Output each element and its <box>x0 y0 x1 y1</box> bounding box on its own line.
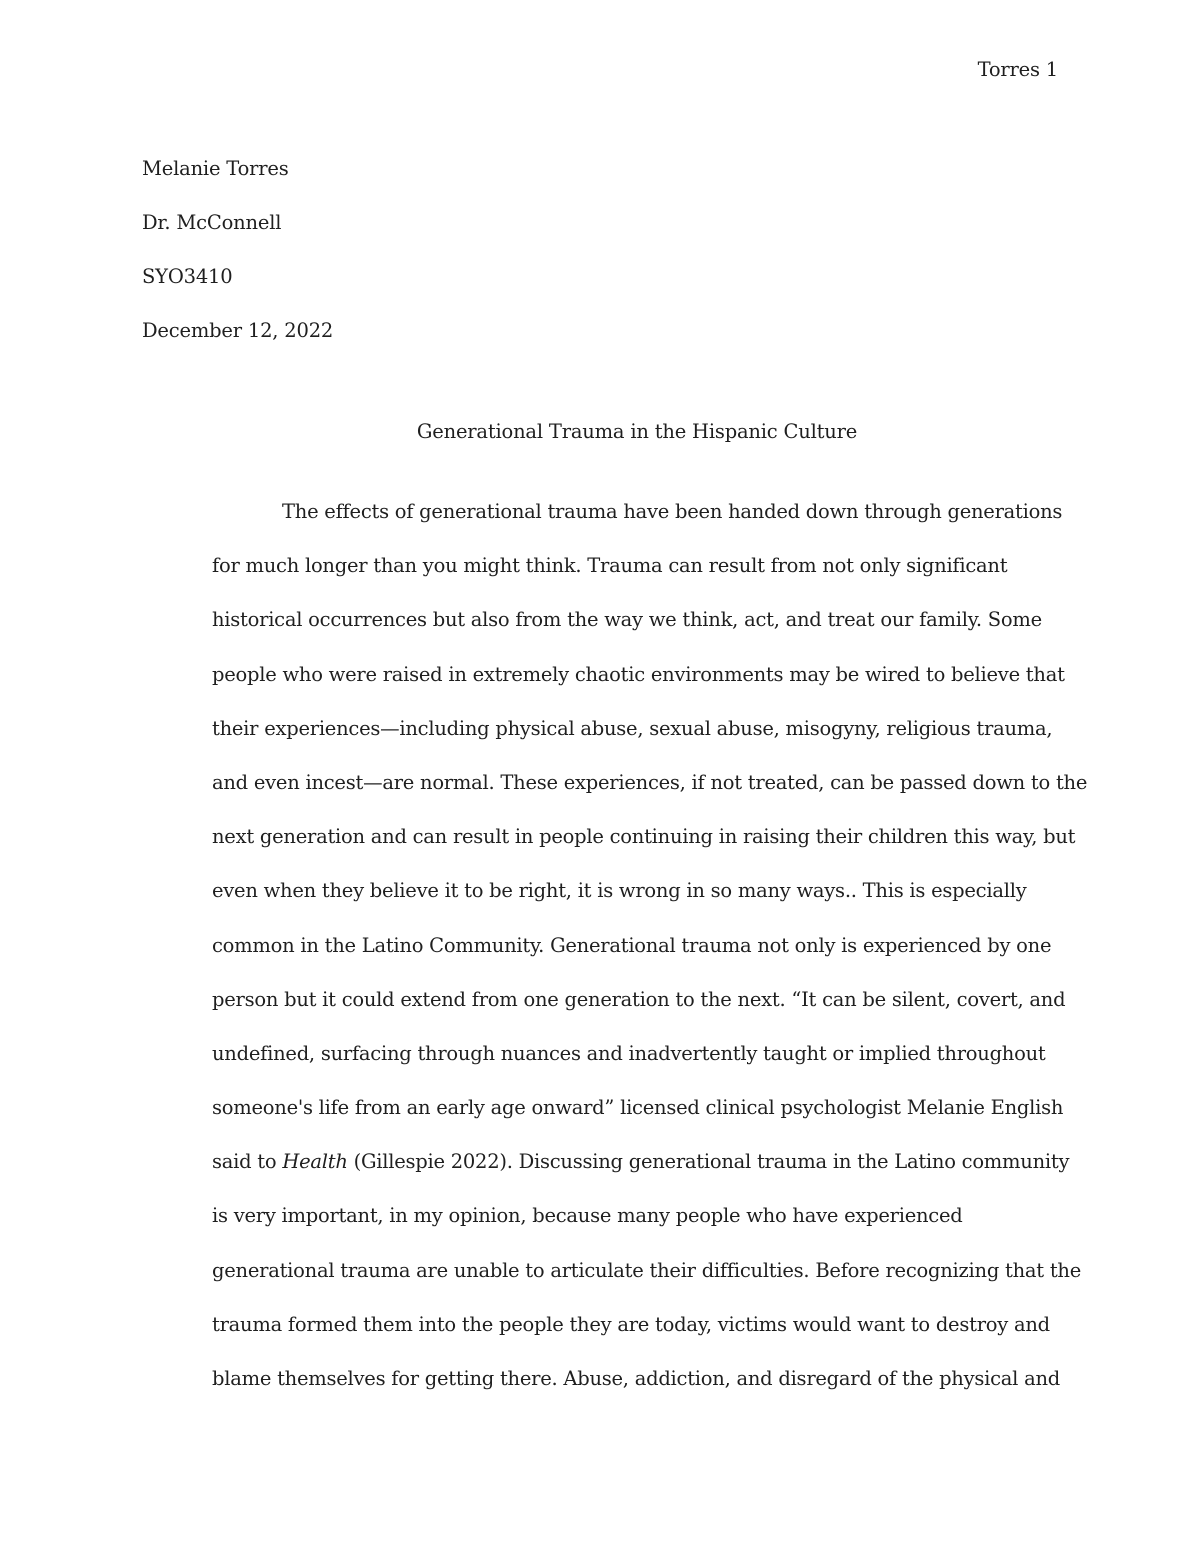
paragraph-line: for much longer than you might think. Trauma can result from not only significant <box>212 554 1008 578</box>
paragraph-line-with-citation <box>212 1147 1070 1201</box>
paragraph-line: person but it could extend from one generation to the next. “It can be silent, covert, and <box>212 987 1066 1011</box>
paragraph-line: their experiences—including physical abuse, sexual abuse, misogyny, religious trauma, <box>212 716 1053 740</box>
course-code: SYO3410 <box>142 265 233 288</box>
student-name: Melanie Torres <box>142 157 289 180</box>
paper-title: Generational Trauma in the Hispanic Culture <box>416 420 858 443</box>
paragraph-line: and even incest—are normal. These experiences, if not treated, can be passed down to the <box>212 770 1088 794</box>
paragraph-line: someone's life from an early age onward” licensed clinical psychologist Melanie English <box>212 1096 1064 1120</box>
paragraph-line: is very important, in my opinion, because many people who have experienced <box>212 1204 963 1228</box>
running-head: Torres 1 <box>977 58 1058 81</box>
instructor-name: Dr. McConnell <box>142 211 282 234</box>
paragraph-line: people who were raised in extremely chaotic environments may be wired to believe that <box>212 662 1065 686</box>
publication-title: Health <box>282 1150 348 1174</box>
line-text-before: said to <box>212 1150 283 1174</box>
heading-block <box>142 142 1058 358</box>
paragraph-line: common in the Latino Community. Generational trauma not only is experienced by one <box>212 933 1052 957</box>
paragraph-line: historical occurrences but also from the way we think, act, and treat our family. Some <box>212 608 1042 632</box>
paragraph-line: undefined, surfacing through nuances and inadvertently taught or implied throughout <box>212 1041 1046 1065</box>
paragraph-line: trauma formed them into the people they are today, victims would want to destroy and <box>212 1312 1050 1336</box>
date: December 12, 2022 <box>142 319 334 342</box>
paragraph-line: generational trauma are unable to articulate their difficulties. Before recognizing that the <box>212 1258 1082 1282</box>
paragraph-line: The effects of generational trauma have been handed down through generations <box>282 500 1063 523</box>
paragraph-line: next generation and can result in people continuing in raising their children this way, but <box>212 825 1076 849</box>
line-text-after: (Gillespie 2022). Discussing generational trauma in the Latino community <box>347 1150 1070 1174</box>
paragraph-line: blame themselves for getting there. Abuse, addiction, and disregard of the physical and <box>212 1367 1061 1390</box>
body-paragraph <box>212 497 1088 1418</box>
paragraph-line: even when they believe it to be right, it is wrong in so many ways.. This is especially <box>212 879 1027 903</box>
